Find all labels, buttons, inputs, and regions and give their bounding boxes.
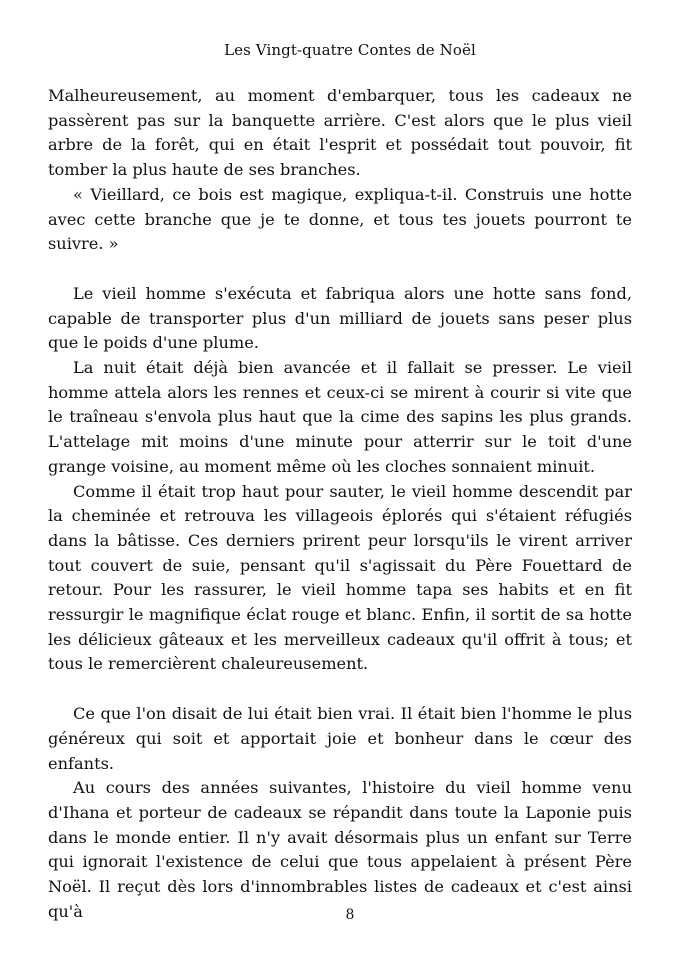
paragraph: Au cours des années suivantes, l'histoire du vieil homme venu d'Ihana et porteur de cadeaux se répandit dans toute la Laponie puis dans le monde entier. Il n'y avait désormais plus un enfant sur Terre qui ignorait l'existence de celui que tous appelaient à présent Père Noël. Il reçut dès lors d'innombrables listes de cadeaux et c'est ainsi qu'à xyxy=(48,778,632,921)
section-break xyxy=(48,257,632,282)
paragraph: Comme il était trop haut pour sauter, le vieil homme descendit par la cheminée et retrouva les villageois éplorés qui s'étaient réfugiés dans la bâtisse. Ces derniers prirent peur lorsqu'ils le virent arriver tout couvert de suie, pensant qu'il s'agissait du Père Fouettard de retour. Pour les rassurer, le vieil homme tapa ses habits et en fit ressurgir le magnifique éclat rouge et blanc. Enfin, il sortit de sa hotte les délicieux gâteaux et les merveilleux cadeaux qu'il offrit à tous; et tous le remercièrent chaleureusement. xyxy=(48,481,632,674)
running-header: Les Vingt-quatre Contes de Noël xyxy=(224,41,476,59)
paragraph: Le vieil homme s'exécuta et fabriqua alors une hotte sans fond, capable de transporter plus d'un milliard de jouets sans peser plus que le poids d'une plume. xyxy=(48,283,632,353)
page-text-body xyxy=(48,84,632,925)
paragraph: Ce que l'on disait de lui était bien vrai. Il était bien l'homme le plus généreux qui soit et apportait joie et bonheur dans le cœur des enfants. xyxy=(48,704,632,773)
paragraph: « Vieillard, ce bois est magique, expliqua-t-il. Construis une hotte avec cette branche que je te donne, et tous tes jouets pourront te suivre. » xyxy=(48,184,632,254)
paragraph: La nuit était déjà bien avancée et il fallait se presser. Le vieil homme attela alors les rennes et ceux-ci se mirent à courir si vite que le traîneau s'envola plus haut que la cime des sapins les plus grands. L'attelage mit moins d'une minute pour atterrir sur le toit d'une grange voisine, au moment même où les cloches sonnaient minuit. xyxy=(48,358,632,476)
page-number: 8 xyxy=(345,907,355,923)
paragraph: Malheureusement, au moment d'embarquer, tous les cadeaux ne passèrent pas sur la banquette arrière. C'est alors que le plus vieil arbre de la forêt, qui en était l'esprit et possédait tout pouvoir, fit tomber la plus haute de ses branches. xyxy=(48,86,632,180)
section-break xyxy=(48,677,632,702)
